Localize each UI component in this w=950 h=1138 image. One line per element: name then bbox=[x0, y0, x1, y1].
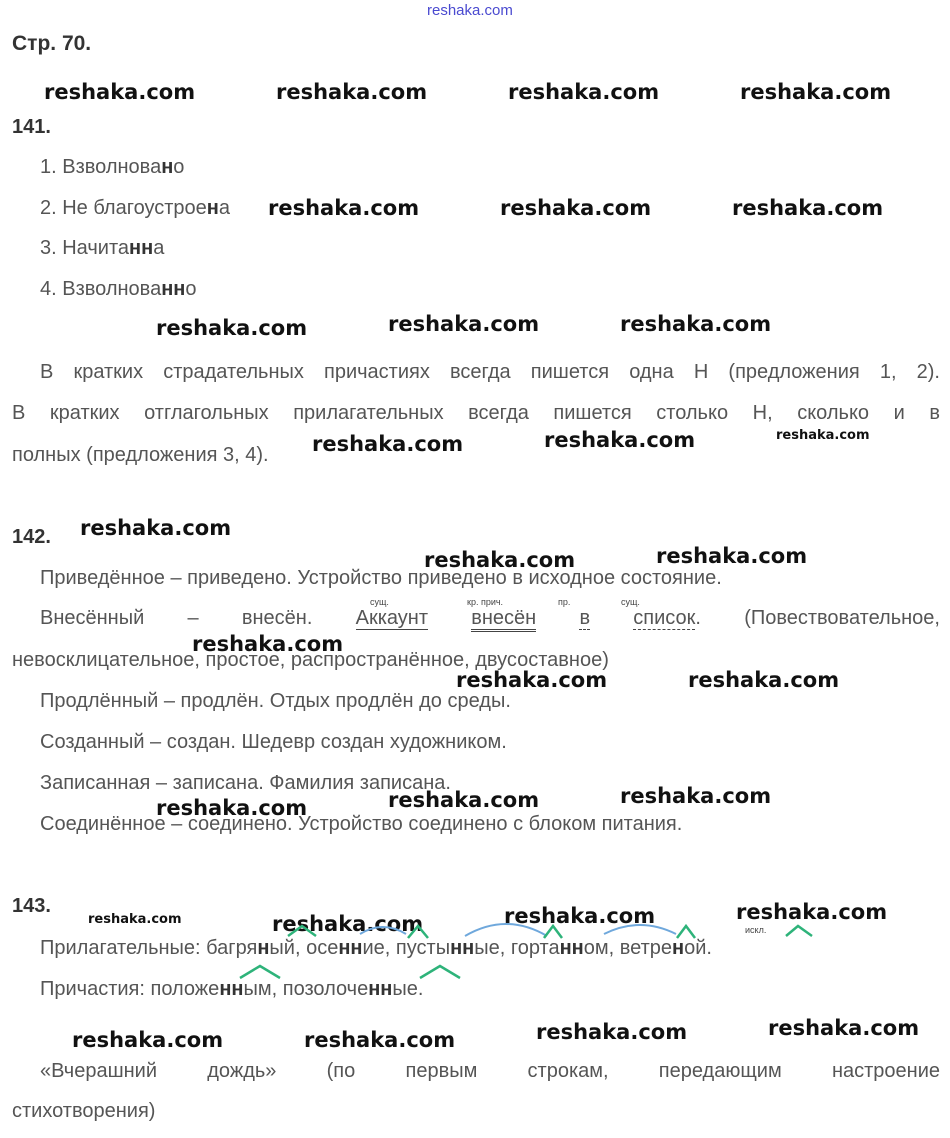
watermark: reshaka.com bbox=[504, 904, 656, 928]
watermark: reshaka.com bbox=[304, 1028, 456, 1052]
watermark: reshaka.com bbox=[732, 196, 884, 220]
watermark: reshaka.com bbox=[44, 80, 196, 104]
watermark: reshaka.com bbox=[544, 428, 696, 452]
watermark: reshaka.com bbox=[156, 316, 308, 340]
watermark: reshaka.com bbox=[688, 668, 840, 692]
watermark: reshaka.com bbox=[768, 1016, 920, 1040]
watermark: reshaka.com bbox=[736, 900, 888, 924]
subject-word: Аккаунт bbox=[355, 607, 428, 629]
watermark: reshaka.com bbox=[388, 788, 540, 812]
site-header[interactable]: reshaka.com bbox=[427, 2, 513, 19]
root-arc bbox=[360, 927, 406, 934]
parsed-sentence-line: Внесённый – внесён. Аккаунт внесён в список. (Повествовательное, bbox=[40, 607, 940, 630]
suffix-mark bbox=[408, 926, 428, 938]
preposition-word: в bbox=[579, 607, 591, 629]
answer-item-2: 2. Не благоустроена bbox=[40, 197, 230, 219]
suffix-mark bbox=[677, 926, 695, 938]
adjective-word: пустынные, bbox=[395, 937, 506, 959]
watermark: reshaka.com bbox=[536, 1020, 688, 1044]
part-of-speech-label: сущ. bbox=[370, 597, 389, 607]
adjectives-line: Прилагательные: багряный, осенние, пустынные, гортанном, ветреной. bbox=[40, 937, 712, 959]
answer-item-1: 1. Взволновано bbox=[40, 156, 185, 178]
participles-line: Причастия: положенным, позолоченные. bbox=[40, 978, 424, 1000]
watermark: reshaka.com bbox=[272, 912, 424, 936]
watermark: reshaka.com bbox=[388, 312, 540, 336]
sentence-line: невосклицательное, простое, распространённое, двусоставное) bbox=[12, 649, 609, 671]
rule-line-2: В кратких отглагольных прилагательных всегда пишется столько Н, сколько и в bbox=[12, 402, 940, 424]
task-number-142: 142. bbox=[12, 526, 51, 548]
sentence-line: Соединённое – соединено. Устройство соединено с блоком питания. bbox=[40, 813, 683, 835]
final-answer-line: «Вчерашний дождь» (по первым строкам, передающим настроение bbox=[40, 1060, 940, 1082]
watermark: reshaka.com bbox=[88, 912, 182, 927]
watermark: reshaka.com bbox=[656, 544, 808, 568]
rule-line-3: полных (предложения 3, 4). bbox=[12, 444, 269, 466]
predicate-word: внесён bbox=[471, 607, 536, 632]
answer-item-3: 3. Начитанна bbox=[40, 237, 165, 259]
watermark: reshaka.com bbox=[500, 196, 652, 220]
suffix-mark bbox=[420, 966, 460, 978]
part-of-speech-label: сущ. bbox=[621, 597, 640, 607]
watermark: reshaka.com bbox=[276, 80, 428, 104]
task-number-143: 143. bbox=[12, 895, 51, 917]
root-arc bbox=[465, 924, 547, 936]
watermark: reshaka.com bbox=[776, 428, 870, 443]
sentence-line: Приведённое – приведено. Устройство приведено в исходное состояние. bbox=[40, 567, 722, 589]
suffix-mark bbox=[786, 926, 812, 936]
sentence-line: Записанная – записана. Фамилия записана. bbox=[40, 772, 451, 794]
root-arc bbox=[604, 925, 676, 934]
watermark: reshaka.com bbox=[620, 312, 772, 336]
watermark: reshaka.com bbox=[268, 196, 420, 220]
watermark: reshaka.com bbox=[424, 548, 576, 572]
watermark: reshaka.com bbox=[740, 80, 892, 104]
page-number: Стр. 70. bbox=[12, 32, 92, 55]
final-answer-line: стихотворения) bbox=[12, 1100, 156, 1122]
watermark: reshaka.com bbox=[156, 796, 308, 820]
task-number-141: 141. bbox=[12, 116, 51, 138]
adjective-word: осенние, bbox=[306, 937, 391, 959]
answer-item-4: 4. Взволнованно bbox=[40, 278, 197, 300]
exception-label: искл. bbox=[745, 925, 767, 935]
part-of-speech-label: кр. прич. bbox=[467, 597, 504, 607]
watermark: reshaka.com bbox=[508, 80, 660, 104]
sentence-line: Продлённый – продлён. Отдых продлён до среды. bbox=[40, 690, 511, 712]
adjective-word: гортанном, bbox=[510, 937, 615, 959]
sentence-line: Созданный – создан. Шедевр создан художником. bbox=[40, 731, 507, 753]
watermark: reshaka.com bbox=[192, 632, 344, 656]
watermark: reshaka.com bbox=[80, 516, 232, 540]
suffix-mark bbox=[240, 966, 280, 978]
watermark: reshaka.com bbox=[620, 784, 772, 808]
watermark: reshaka.com bbox=[312, 432, 464, 456]
suffix-mark bbox=[544, 926, 562, 938]
rule-line-1: В кратких страдательных причастиях всегда пишется одна Н (предложения 1, 2). bbox=[40, 361, 940, 383]
suffix-mark bbox=[288, 926, 316, 936]
participle-word: позолоченные. bbox=[282, 978, 424, 1000]
watermark: reshaka.com bbox=[456, 668, 608, 692]
object-word: список bbox=[633, 607, 696, 629]
adjective-word: ветреной. bbox=[619, 937, 712, 959]
participle-word: положенным, bbox=[150, 978, 278, 1000]
watermark: reshaka.com bbox=[72, 1028, 224, 1052]
part-of-speech-label: пр. bbox=[558, 597, 571, 607]
adjective-word: багряный, bbox=[206, 937, 301, 959]
